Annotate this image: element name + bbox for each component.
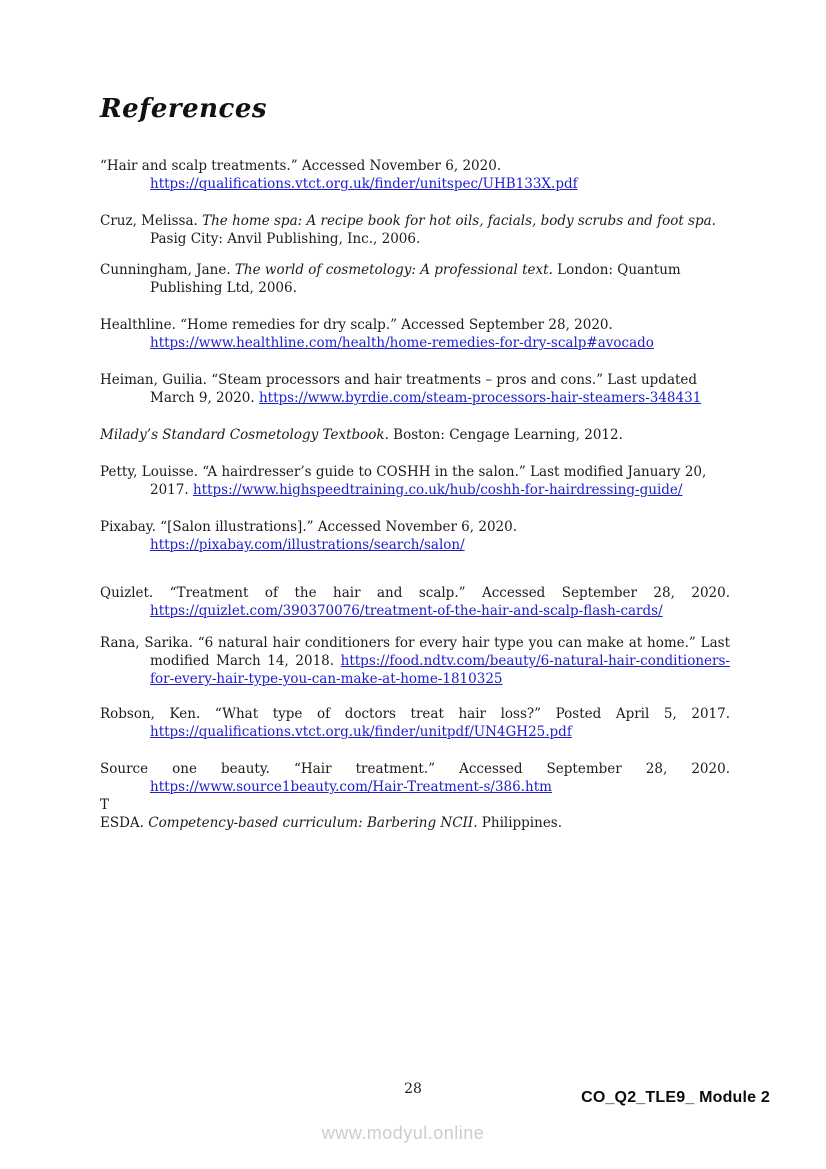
reference-entry bbox=[100, 371, 730, 407]
reference-entry bbox=[100, 634, 730, 688]
reference-text: Petty, Louisse. “A hairdresser’s guide to COSHH in the salon.” Last modified January 20, 2017. bbox=[100, 464, 707, 498]
reference-entry bbox=[100, 584, 730, 620]
reference-entry bbox=[100, 705, 730, 741]
references-list bbox=[100, 157, 730, 832]
reference-text: ESDA. bbox=[100, 815, 149, 831]
reference-text: T bbox=[100, 797, 110, 813]
reference-entry bbox=[100, 518, 730, 554]
reference-text: The home spa: A recipe book for hot oils, facials, body scrubs and foot spa. bbox=[202, 213, 716, 229]
reference-text: Cruz, Melissa. bbox=[100, 213, 203, 229]
references-section bbox=[100, 94, 730, 851]
reference-text: Heiman, Guilia. “Steam processors and hair treatments – pros and cons.” Last updated March 9, 2020. bbox=[100, 372, 698, 406]
reference-text: Pixabay. “[Salon illustrations].” Accessed November 6, 2020. bbox=[100, 519, 518, 535]
reference-text: Philippines. bbox=[477, 815, 563, 831]
reference-link[interactable]: https://www.source1beauty.com/Hair-Treatment-s/386.htm bbox=[150, 779, 552, 795]
reference-link[interactable]: https://qualifications.vtct.org.uk/finder/unitpdf/UN4GH25.pdf bbox=[150, 724, 572, 740]
reference-entry bbox=[100, 796, 730, 814]
reference-text: Pasig City: Anvil Publishing, Inc., 2006. bbox=[150, 231, 421, 247]
reference-text: Source one beauty. “Hair treatment.” Accessed September 28, 2020. bbox=[100, 761, 730, 777]
reference-link[interactable]: https://www.highspeedtraining.co.uk/hub/coshh-for-hairdressing-guide/ bbox=[192, 482, 683, 498]
reference-entry bbox=[100, 814, 730, 832]
reference-text: The world of cosmetology: A professional text. bbox=[234, 262, 553, 278]
reference-text: London: Quantum Publishing Ltd, 2006. bbox=[150, 262, 681, 296]
page-title: References bbox=[100, 94, 268, 124]
reference-text: “Hair and scalp treatments.” Accessed November 6, 2020. bbox=[100, 158, 502, 174]
reference-entry bbox=[100, 426, 730, 444]
reference-entry bbox=[100, 261, 730, 297]
reference-text: Cunningham, Jane. bbox=[100, 262, 235, 278]
reference-link[interactable]: https://food.ndtv.com/beauty/6-natural-hair-conditioners-for-every-hair-type-you-can-make-at-home-1810325 bbox=[150, 653, 730, 687]
reference-link[interactable]: https://www.healthline.com/health/home-remedies-for-dry-scalp#avocado bbox=[150, 335, 654, 351]
reference-text: Milady’s Standard Cosmetology Textbook. bbox=[100, 427, 389, 443]
reference-link[interactable]: https://pixabay.com/illustrations/search/salon/ bbox=[150, 537, 465, 553]
reference-link[interactable]: https://qualifications.vtct.org.uk/finder/unitspec/UHB133X.pdf bbox=[150, 176, 578, 192]
reference-link[interactable]: https://www.byrdie.com/steam-processors-hair-steamers-348431 bbox=[258, 390, 702, 406]
reference-text: Rana, Sarika. “6 natural hair conditioners for every hair type you can make at home.” Last modified March 14, 2018. bbox=[100, 635, 730, 669]
reference-entry bbox=[100, 212, 730, 248]
footer-module-label: CO_Q2_TLE9_ Module 2 bbox=[581, 1089, 770, 1106]
page-number: 28 bbox=[404, 1081, 422, 1097]
reference-entry bbox=[100, 157, 730, 193]
reference-text: Boston: Cengage Learning, 2012. bbox=[388, 427, 623, 443]
reference-text: Robson, Ken. “What type of doctors treat hair loss?” Posted April 5, 2017. bbox=[100, 706, 730, 722]
reference-text: Competency-based curriculum: Barbering NCII. bbox=[148, 815, 478, 831]
reference-entry bbox=[100, 463, 730, 499]
reference-entry bbox=[100, 316, 730, 352]
reference-entry bbox=[100, 760, 730, 796]
reference-text: Healthline. “Home remedies for dry scalp.” Accessed September 28, 2020. bbox=[100, 317, 613, 333]
reference-link[interactable]: https://quizlet.com/390370076/treatment-of-the-hair-and-scalp-flash-cards/ bbox=[150, 603, 663, 619]
watermark-text: www.modyul.online bbox=[321, 1123, 485, 1143]
reference-text: Quizlet. “Treatment of the hair and scalp.” Accessed September 28, 2020. bbox=[100, 585, 730, 601]
